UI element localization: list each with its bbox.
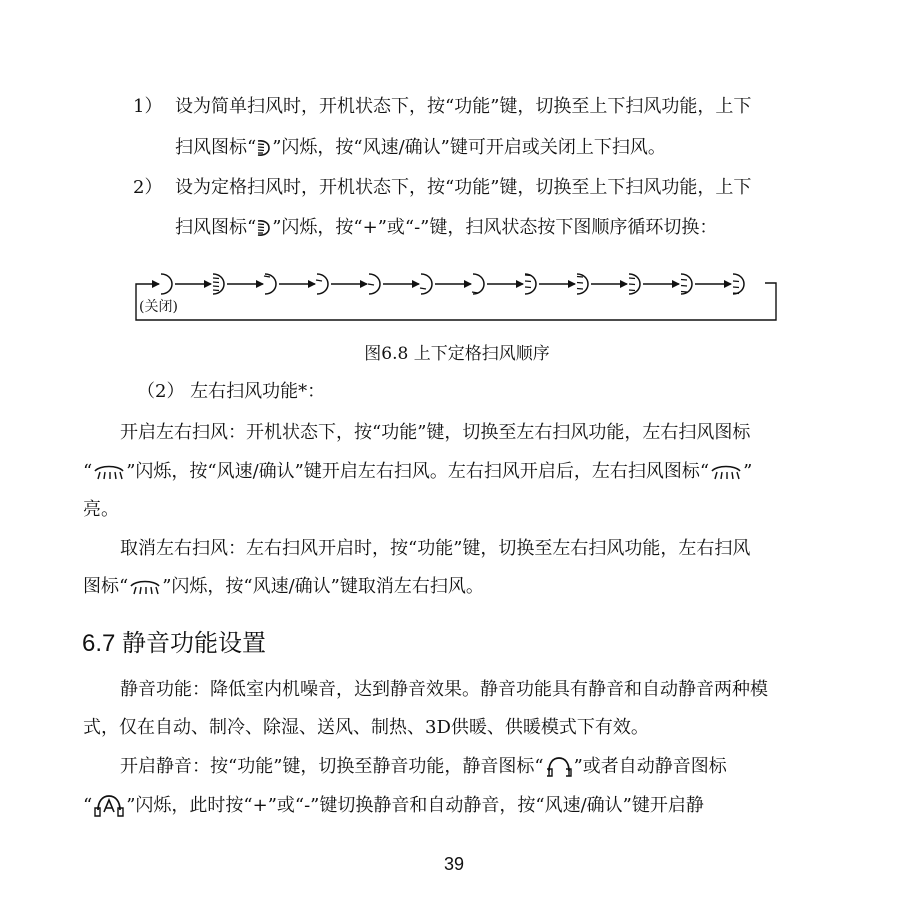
mute-p1-line2: 式，仅在自动、制冷、除湿、送风、制热、3D供暖、供暖模式下有效。: [83, 717, 649, 738]
mute-p1-line1: 静音功能：降低室内机噪音，达到静音效果。静音功能具有静音和自动静音两种模: [120, 679, 768, 700]
lr-p1-line1: 开启左右扫风：开机状态下，按“功能”键，切换至左右扫风功能，左右扫风图标: [120, 422, 751, 443]
lr-p2-line2: 图标“ ”闪烁，按“风速/确认”键取消左右扫风。: [83, 576, 484, 597]
swing-closed-icon: [161, 274, 172, 294]
item1-line1: 设为简单扫风时，开机状态下，按“功能”键，切换至上下扫风功能，上下: [175, 96, 752, 117]
horizontal-swing-icon: [92, 462, 126, 482]
horizontal-swing-icon: [709, 462, 743, 482]
swing-range2-icon: [577, 274, 588, 294]
page-number: 39: [444, 854, 465, 874]
figure-caption: 图6.8 上下定格扫风顺序: [364, 344, 550, 364]
swing-range3-icon: [629, 274, 640, 294]
swing-pos2-icon: [316, 274, 328, 294]
vertical-swing-icon: [256, 217, 272, 239]
sequence-loop-line: [136, 283, 776, 320]
swing-sequence-diagram: [133, 262, 779, 322]
mute-p2-line2: “ ”闪烁，此时按“+”或“-”键切换静音和自动静音，按“风速/确认”键开启静: [83, 793, 704, 817]
lr-p1-line2: “ ”闪烁，按“风速/确认”键开启左右扫风。左右扫风开启后，左右扫风图标“ ”: [83, 461, 753, 482]
item1-number: 1）: [133, 96, 163, 117]
swing-range5-icon: [733, 274, 744, 294]
swing-pos5-icon: [472, 274, 484, 294]
vertical-swing-icon: [256, 137, 272, 159]
item1-line2: 扫风图标“ ”闪烁，按“风速/确认”键可开启或关闭上下扫风。: [175, 137, 666, 158]
lr-p1-line3: 亮。: [83, 499, 119, 520]
horizontal-swing-icon: [128, 577, 162, 597]
swing-pos1-icon: [264, 274, 276, 294]
mute-icon: [544, 755, 574, 779]
sequence-closed-label: (关闭): [139, 299, 178, 315]
swing-range4-icon: [681, 274, 692, 294]
item2-line1: 设为定格扫风时，开机状态下，按“功能”键，切换至上下扫风功能，上下: [175, 177, 752, 198]
swing-range1-icon: [525, 274, 536, 294]
auto-mute-icon: [92, 793, 126, 819]
lr-p2-line1: 取消左右扫风：左右扫风开启时，按“功能”键，切换至左右扫风功能，左右扫风: [120, 538, 751, 559]
swing-pos3-icon: [368, 274, 380, 294]
section-heading: 6.7 静音功能设置: [82, 630, 267, 657]
swing-auto-icon: [213, 274, 224, 294]
mute-p2-line1: 开启静音：按“功能”键，切换至静音功能，静音图标“ ”或者自动静音图标: [120, 756, 727, 777]
swing-pos4-icon: [420, 274, 432, 294]
item2-line2: 扫风图标“ ”闪烁，按“+”或“-”键，扫风状态按下图顺序循环切换：: [175, 217, 718, 238]
item2-number: 2）: [133, 177, 163, 198]
lr-swing-heading: （2） 左右扫风功能*：: [137, 381, 326, 402]
